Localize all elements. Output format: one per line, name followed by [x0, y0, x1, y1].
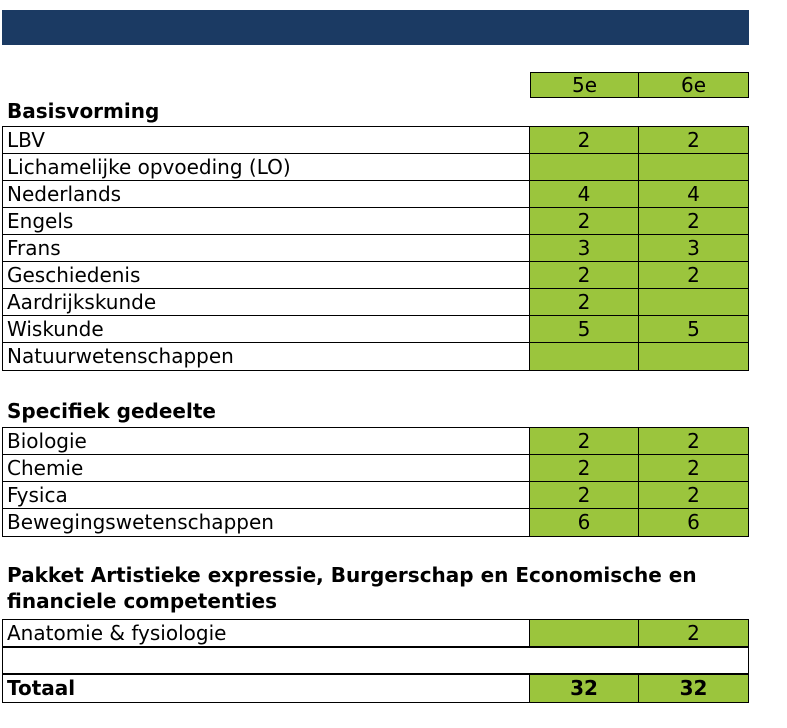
row-value-6e: 5	[639, 316, 748, 342]
row-value-6e: 2	[639, 428, 748, 454]
total-row	[3, 675, 748, 702]
basisvorming-table	[2, 126, 749, 371]
table-row	[3, 289, 748, 316]
table-row	[3, 428, 748, 455]
column-header-5e: 5e	[530, 72, 639, 98]
table-row	[3, 455, 748, 482]
row-value-5e: 5	[530, 316, 639, 342]
row-value-5e: 2	[530, 208, 639, 234]
row-label: Nederlands	[3, 181, 530, 207]
row-value-5e: 2	[530, 262, 639, 288]
table-row	[3, 181, 748, 208]
row-value-5e: 2	[530, 289, 639, 315]
row-label: Wiskunde	[3, 316, 530, 342]
row-value-6e: 2	[639, 262, 748, 288]
table-row	[3, 235, 748, 262]
pakket-table	[2, 619, 749, 648]
column-header-6e: 6e	[638, 72, 749, 98]
section-title-specifiek: Specifiek gedeelte	[7, 399, 216, 423]
row-value-6e: 2	[639, 482, 748, 508]
table-row	[3, 620, 748, 647]
row-label: Geschiedenis	[3, 262, 530, 288]
row-value-6e: 6	[639, 509, 748, 536]
row-label: Aardrijkskunde	[3, 289, 530, 315]
row-value-5e: 2	[530, 127, 639, 153]
table-row	[3, 127, 748, 154]
row-value-5e: 2	[530, 428, 639, 454]
section-title-pakket: Pakket Artistieke expressie, Burgerschap en Economische en financiele competenties	[7, 563, 697, 613]
row-label: Lichamelijke opvoeding (LO)	[3, 154, 530, 180]
row-value-5e	[530, 620, 639, 647]
table-row	[3, 316, 748, 343]
row-label: Engels	[3, 208, 530, 234]
row-label: Chemie	[3, 455, 530, 481]
total-table	[2, 674, 749, 703]
total-value-6e: 32	[639, 675, 748, 702]
row-value-5e: 6	[530, 509, 639, 536]
table-row	[3, 262, 748, 289]
table-row	[3, 343, 748, 370]
total-value-5e: 32	[530, 675, 639, 702]
row-label: Fysica	[3, 482, 530, 508]
section-title-basisvorming: Basisvorming	[7, 99, 160, 123]
row-value-5e: 3	[530, 235, 639, 261]
row-value-5e	[530, 343, 639, 370]
specifiek-table	[2, 427, 749, 537]
row-value-5e	[530, 154, 639, 180]
row-value-6e: 2	[639, 620, 748, 647]
row-value-6e: 4	[639, 181, 748, 207]
row-value-6e: 2	[639, 208, 748, 234]
table-row	[3, 509, 748, 536]
row-value-6e	[639, 154, 748, 180]
header-banner	[2, 10, 749, 45]
row-label: Bewegingswetenschappen	[3, 509, 530, 536]
row-value-6e: 3	[639, 235, 748, 261]
row-value-5e: 2	[530, 455, 639, 481]
row-value-6e	[639, 289, 748, 315]
row-label: Natuurwetenschappen	[3, 343, 530, 370]
row-label: LBV	[3, 127, 530, 153]
row-value-5e: 4	[530, 181, 639, 207]
table-row	[3, 482, 748, 509]
row-value-5e: 2	[530, 482, 639, 508]
empty-row	[2, 646, 749, 674]
row-label: Anatomie & fysiologie	[3, 620, 530, 647]
row-label: Biologie	[3, 428, 530, 454]
row-value-6e: 2	[639, 455, 748, 481]
table-row	[3, 154, 748, 181]
table-row	[3, 208, 748, 235]
total-label: Totaal	[3, 675, 530, 702]
row-value-6e	[639, 343, 748, 370]
row-value-6e: 2	[639, 127, 748, 153]
row-label: Frans	[3, 235, 530, 261]
